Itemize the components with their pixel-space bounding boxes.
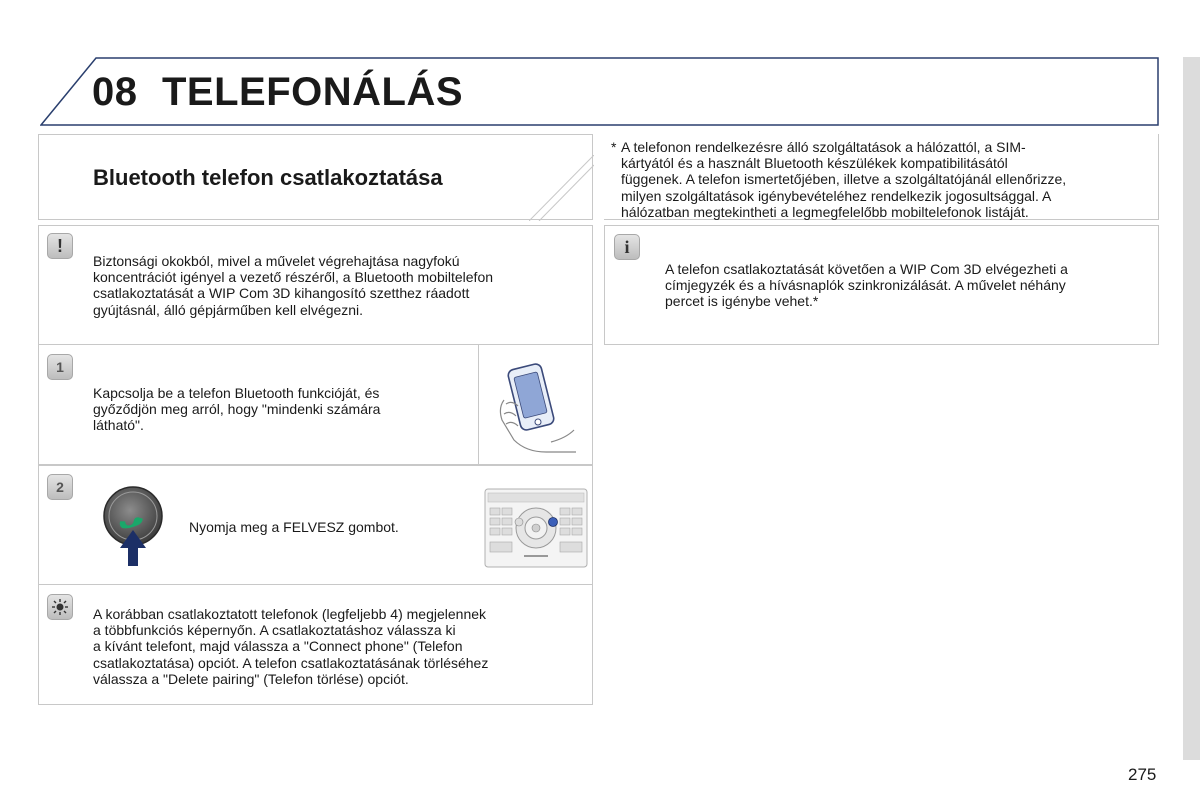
step-line: látható". xyxy=(93,417,144,434)
step-number-badge: 1 xyxy=(47,354,73,380)
tip-line: A korábban csatlakoztatott telefonok (legfeljebb 4) megjelennek xyxy=(93,606,487,622)
footnote-line: hálózatban megtekintheti a legmegfelelőbb mobiltelefonok listáját. xyxy=(621,203,1029,220)
warning-text xyxy=(93,253,583,318)
info-line: címjegyzék és a hívásnaplók szinkronizálását. A művelet néhány xyxy=(665,277,1066,294)
warning-line: gyújtásnál, álló gépjárműben kell elvégezni. xyxy=(93,301,364,318)
step-1-text xyxy=(93,385,463,434)
exclamation-icon: ! xyxy=(47,233,73,259)
section-title: Bluetooth telefon csatlakoztatása xyxy=(93,165,443,190)
step-line: Nyomja meg a FELVESZ gombot. xyxy=(189,519,399,535)
dashboard-console-icon xyxy=(484,488,588,568)
step-line: Kapcsolja be a telefon Bluetooth funkcióját, és xyxy=(93,385,380,401)
page-number: 275 xyxy=(1128,765,1157,784)
footnote-line: kártyától és a használt Bluetooth készülékek kompatibilitásától xyxy=(621,155,1008,172)
step-2-text xyxy=(189,519,469,535)
chapter-number: 08 xyxy=(92,70,138,114)
footnote-text xyxy=(621,139,1141,220)
footnote-line: A telefonon rendelkezésre álló szolgáltatások a hálózattól, a SIM- xyxy=(621,139,1026,155)
tip-line: a többfunkciós képernyőn. A csatlakoztatáshoz válassza ki xyxy=(93,622,456,639)
info-text xyxy=(665,261,1145,310)
answer-call-button-icon xyxy=(100,486,166,568)
tip-line: a kívánt telefont, majd válassza a "Connect phone" (Telefon xyxy=(93,638,463,655)
warning-line: Biztonsági okokból, mivel a művelet végrehajtása nagyfokú xyxy=(93,253,460,269)
tip-line: válassza a "Delete pairing" (Telefon törlése) opciót. xyxy=(93,670,409,687)
footnote-line: függenek. A telefon ismertetőjében, illetve a szolgáltatójánál ellenőrizze, xyxy=(621,171,1067,188)
lamp-icon xyxy=(47,594,73,620)
step-line: győződjön meg arról, hogy "mindenki számára xyxy=(93,401,381,418)
footnote-line: milyen szolgáltatások igénybevételéhez rendelkezik jogosultsággal. A xyxy=(621,187,1052,204)
corner-fold-decoration xyxy=(529,155,594,221)
warning-line: csatlakoztatását a WIP Com 3D kihangosító szetthez ráadott xyxy=(93,285,470,302)
footnote-asterisk: * xyxy=(611,139,617,155)
side-tab-bar xyxy=(1183,57,1200,760)
chapter-title: TELEFONÁLÁS xyxy=(162,70,464,114)
phone-in-hand-icon xyxy=(496,360,578,455)
info-icon: i xyxy=(614,234,640,260)
tip-line: csatlakoztatása) opciót. A telefon csatlakoztatásának törléséhez xyxy=(93,654,489,671)
step-number-badge: 2 xyxy=(47,474,73,500)
warning-line: koncentrációt igényel a vezető részéről, a Bluetooth mobiltelefon xyxy=(93,269,494,286)
info-line: A telefon csatlakoztatását követően a WIP Com 3D elvégezheti a xyxy=(665,261,1068,277)
info-line: percet is igénybe vehet.* xyxy=(665,293,819,310)
tip-text xyxy=(93,606,583,687)
